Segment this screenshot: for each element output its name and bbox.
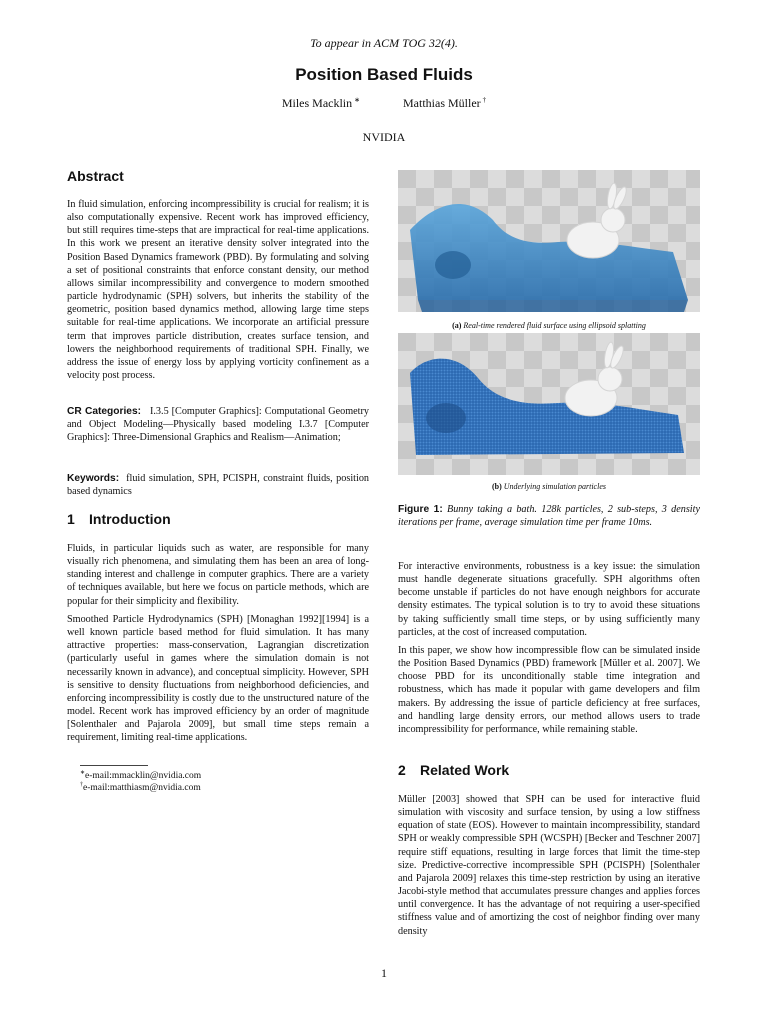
keywords: [67, 472, 369, 498]
affiliation: NVIDIA: [362, 130, 406, 144]
footnote-2: [80, 779, 201, 794]
figure-1b-caption: [398, 482, 700, 491]
intro-paragraph-1: Fluids, in particular liquids such as water, are responsible for many visually rich phenomena, and simulating them has been an area of long-standing interest and challenge in computer graphics. There are a variety of techniques available, but here we focus on particle methods, which are popular for their simplicity and flexibility.: [67, 543, 369, 607]
abstract-heading: Abstract: [67, 168, 124, 184]
footnote-rule: [80, 765, 148, 766]
footnote-1-text: e-mail:mmacklin@nvidia.com: [85, 771, 202, 781]
cr-categories: [67, 405, 369, 444]
figure-1b-label: (b): [492, 482, 502, 491]
related-work-heading: [398, 762, 700, 778]
author-2-name: Matthias Müller: [403, 96, 481, 110]
related-work-number: 2: [398, 762, 406, 778]
author-list: [0, 96, 768, 111]
figure-1b-text: Underlying simulation particles: [503, 482, 606, 491]
figure-1-caption-text: Bunny taking a bath. 128k particles, 2 sub-steps, 3 density iterations per frame, average simulation time per frame 10ms.: [398, 504, 700, 528]
author-1-name: Miles Macklin: [281, 96, 353, 110]
related-work-text: Müller [2003] showed that SPH can be used for interactive fluid simulation with viscosity and surface tension, by using a low stiffness equation of state (EOS). However to maintain incompressibility, standard SPH or weakly compressible SPH (WCSPH) [Becker and Teschner 2007] require stiff equations, resulting in large forces that limit the time-step size. Predictive-corrective incompressible SPH (PCISPH) [Solenthaler and Pajarola 2009] relaxes this time-step restriction by using an iterative Jacobi-style method that accumulates pressure changes and applies forces until convergence. It has the advantage of not requiring a user-specified stiffness value and of amortizing the cost of neighbor finding over many density: [398, 794, 700, 937]
related-work-title: Related Work: [420, 762, 510, 778]
figure-1-label: Figure 1:: [398, 504, 443, 515]
fluid-surface-render: [398, 170, 700, 312]
header-note: To appear in ACM TOG 32(4).: [310, 36, 458, 50]
paper-title: Position Based Fluids: [295, 65, 473, 84]
figure-1-caption: [398, 503, 700, 529]
author-1: [282, 96, 360, 111]
intro-paragraph-2: Smoothed Particle Hydrodynamics (SPH) [Monaghan 1992][1994] is a well known particle based method for fluid simulation. It has many attractive properties: mass-conservation, Lagrangian discretization (particularly useful in games where the simulation domain is not necessarily known in advance), and conceptual simplicity. However, SPH is sensitive to density fluctuations from neighborhood deficiencies, and enforcing incompressibility is costly due to the unstructured nature of the model. Recent work has improved efficiency by an order of magnitude [Solenthaler and Pajarola 2009], but small time steps remain a requirement, limiting real-time applications.: [67, 614, 369, 744]
simulation-particles-render: [398, 333, 700, 475]
footnote-2-text: e-mail:matthiasm@nvidia.com: [83, 783, 201, 793]
page-number: 1: [381, 966, 387, 980]
cr-categories-text: I.3.5 [Computer Graphics]: Computational Geometry and Object Modeling—Physically based modeling I.3.7 [Computer Graphics]: Three-Dimensional Graphics and Realism—Animation;: [67, 406, 370, 444]
figure-1b-image: [398, 333, 700, 475]
footnote-2-mark: †: [80, 782, 83, 788]
cr-categories-label: CR Categories:: [67, 406, 142, 417]
figure-1a-label: (a): [452, 321, 462, 330]
footnote-1-mark: ∗: [80, 770, 86, 776]
figure-1a-image: [398, 170, 700, 312]
right-paragraph-1: For interactive environments, robustness is a key issue: the simulation must handle degenerate situations gracefully. SPH algorithms often become unstable if particles do not have enough neighbors for accurate density estimates. The typical solution is to try to avoid these situations by taking sufficiently small time steps, or by using sufficiently many particles, at the cost of increased computation.: [398, 561, 700, 638]
introduction-heading: [67, 511, 369, 527]
right-paragraph-2: In this paper, we show how incompressible flow can be simulated inside the Position Based Dynamics (PBD) framework [Müller et al. 2007]. We choose PBD for its unconditionally stable time integration and robustness, which has made it popular with game developers and film makers. By addressing the issue of particle deficiency at free surfaces, and handling large density errors, our method allows users to trade incompressibility for performance, while remaining stable.: [398, 645, 700, 735]
keywords-text: fluid simulation, SPH, PCISPH, constraint fluids, position based dynamics: [67, 473, 370, 498]
introduction-number: 1: [67, 511, 75, 527]
keywords-label: Keywords:: [67, 473, 120, 484]
figure-1a-text: Real-time rendered fluid surface using ellipsoid splatting: [463, 321, 646, 330]
author-2-mark: †: [482, 96, 487, 104]
abstract-text: In fluid simulation, enforcing incompressibility is crucial for realism; it is also computationally expensive. Recent work has improved efficiency, but still requires time-steps that are impractical for real-time applications. In this work we present an iterative density solver integrated into the Position Based Dynamics framework (PBD). By formulating and solving a set of positional constraints that enforce constant density, our method allows similar incompressibility and convergence to modern smoothed particle hydrodynamic (SPH) solvers, but inherits the stability of the geometric, position based dynamics method, allowing large time steps suitable for real-time applications. We incorporate an artificial pressure term that improves particle distribution, creates surface tension, and lowers the neighborhood requirements of traditional SPH. Finally, we address the issue of energy loss by applying vorticity confinement as a velocity post process.: [67, 199, 369, 382]
author-2: [403, 96, 486, 111]
introduction-title: Introduction: [89, 511, 171, 527]
author-1-mark: ∗: [354, 96, 361, 104]
figure-1a-caption: [398, 321, 700, 330]
